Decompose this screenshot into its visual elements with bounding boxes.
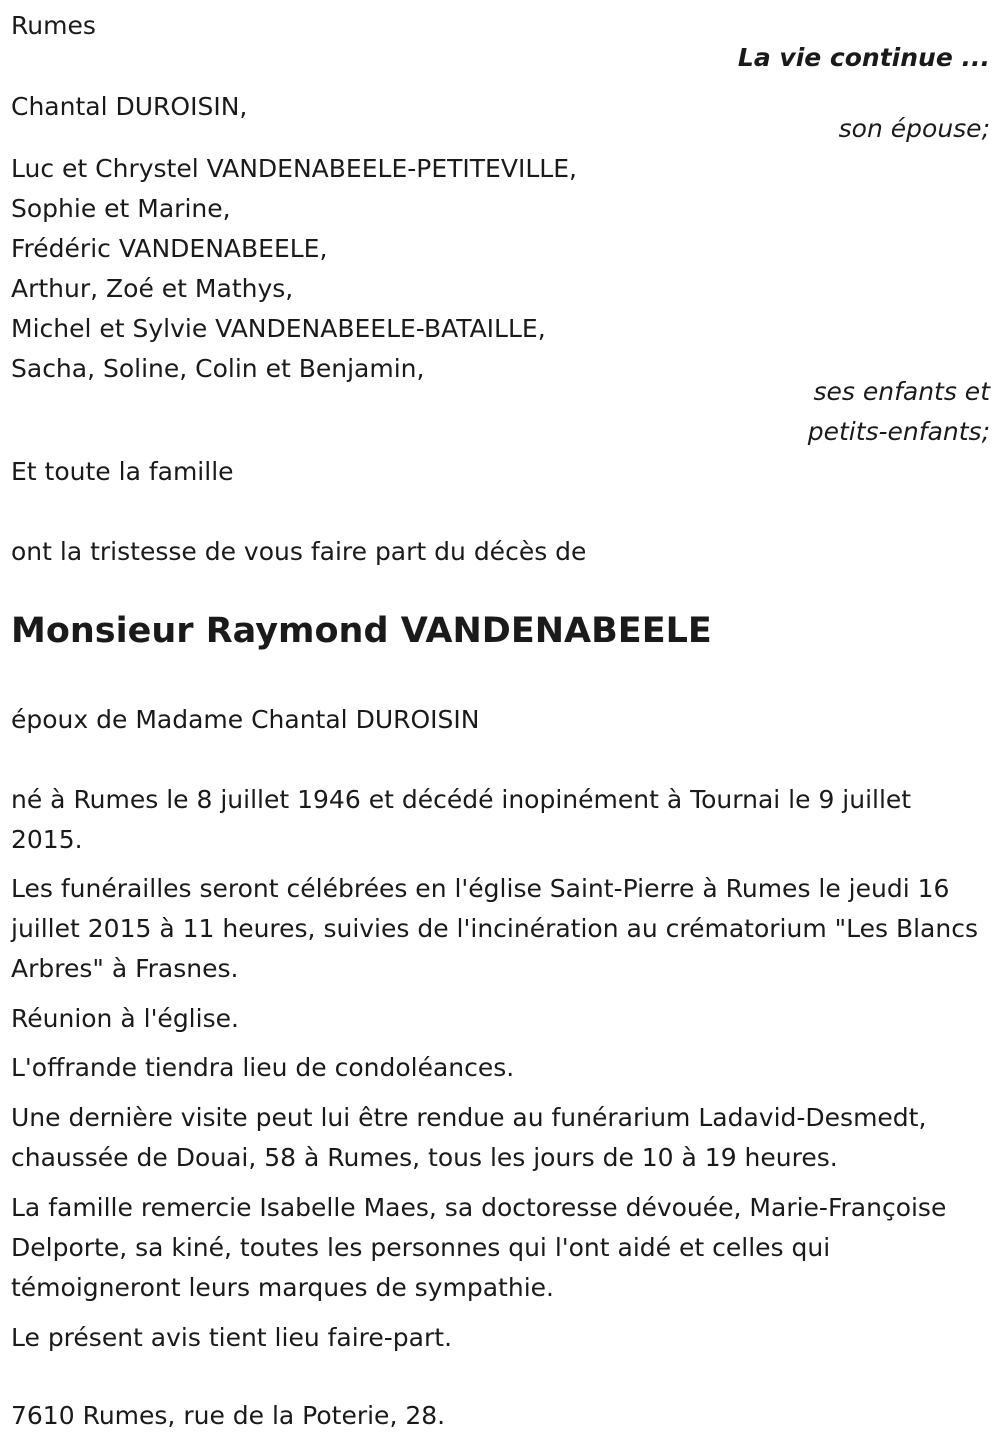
motto: La vie continue ... bbox=[737, 43, 990, 72]
notice-paragraph: Le présent avis tient lieu faire-part. bbox=[11, 1323, 453, 1352]
child-line-2: Sophie et Marine, bbox=[11, 194, 231, 223]
address: 7610 Rumes, rue de la Poterie, 28. bbox=[11, 1401, 446, 1430]
meeting-paragraph: Réunion à l'église. bbox=[11, 1004, 239, 1033]
offering-paragraph: L'offrande tiendra lieu de condoléances. bbox=[11, 1053, 515, 1082]
spouse-name: Chantal DUROISIN, bbox=[11, 92, 248, 121]
place-heading: Rumes bbox=[11, 11, 96, 40]
visit-paragraph: Une dernière visite peut lui être rendue au funérarium Ladavid-Desmedt, chaussée de Douai, 58 à Rumes, tous les jours de 10 à 19 heures. bbox=[11, 1103, 927, 1172]
child-line-5: Michel et Sylvie VANDENABEELE-BATAILLE, bbox=[11, 314, 546, 343]
birth-death-paragraph: né à Rumes le 8 juillet 1946 et décédé inopinément à Tournai le 9 juillet 2015. bbox=[11, 785, 912, 854]
family-rest: Et toute la famille bbox=[11, 457, 234, 486]
child-line-4: Arthur, Zoé et Mathys, bbox=[11, 274, 294, 303]
thanks-paragraph: La famille remercie Isabelle Maes, sa doctoresse dévouée, Marie-Françoise Delporte, sa kiné, toutes les personnes qui l'ont aidé et celles qui témoigneront leurs marques de sympathie. bbox=[11, 1193, 947, 1302]
children-role-1: ses enfants et bbox=[813, 377, 990, 406]
children-role-2: petits-enfants; bbox=[807, 417, 990, 446]
child-line-6: Sacha, Soline, Colin et Benjamin, bbox=[11, 354, 425, 383]
child-line-1: Luc et Chrystel VANDENABEELE-PETITEVILLE, bbox=[11, 154, 577, 183]
funeral-paragraph: Les funérailles seront célébrées en l'église Saint-Pierre à Rumes le jeudi 16 juillet 2015 à 11 heures, suivies de l'incinération au crématorium "Les Blancs Arbres" à Frasnes. bbox=[11, 874, 978, 983]
deceased-name: Monsieur Raymond VANDENABEELE bbox=[11, 611, 712, 651]
child-line-3: Frédéric VANDENABEELE, bbox=[11, 234, 328, 263]
deceased-relation: époux de Madame Chantal DUROISIN bbox=[11, 705, 480, 734]
announcement-intro: ont la tristesse de vous faire part du décès de bbox=[11, 537, 587, 566]
spouse-role: son épouse; bbox=[838, 114, 990, 143]
